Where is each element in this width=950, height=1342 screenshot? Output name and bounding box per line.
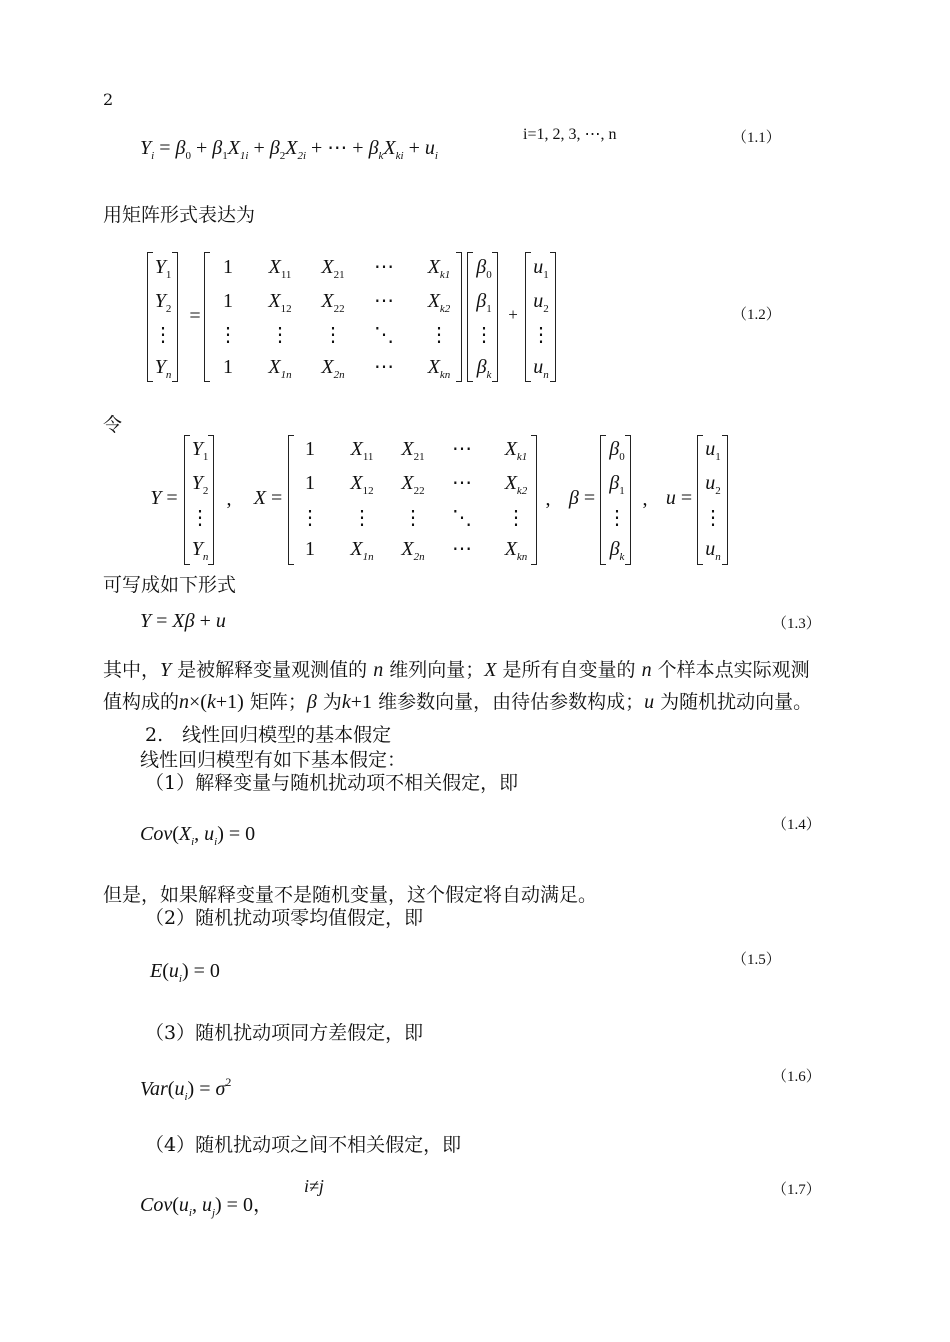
write-as-text: 可写成如下形式: [103, 574, 237, 596]
explanation-line-2: 值构成的n×(k+1) 矩阵；β 为k+1 维参数向量，由待估参数构成；u 为随机扰动向量。: [103, 691, 813, 713]
equation-label-1-1: （1.1）: [732, 130, 781, 146]
equation-1-7: $Cov(u_i$, $u_j) = 0$，: [140, 1194, 273, 1219]
assumption-2: （2）随机扰动项零均值假定，即: [145, 907, 424, 929]
assumption-1-note: 但是，如果解释变量不是随机变量，这个假定将自动满足。: [103, 884, 598, 906]
bracket-left: [288, 435, 294, 565]
equation-1-7-condition: i≠j: [304, 1176, 324, 1196]
assumption-4: （4）随机扰动项之间不相关假定，即: [145, 1134, 462, 1156]
bracket-right: [550, 252, 556, 382]
bracket-right: [625, 435, 631, 565]
section-intro: 线性回归模型有如下基本假定：: [140, 749, 407, 771]
equation-label-1-7: （1.7）: [772, 1182, 821, 1198]
equation-label-1-5: （1.5）: [732, 952, 781, 968]
equation-label-1-4: （1.4）: [772, 817, 821, 833]
let-label: 令: [103, 414, 123, 436]
equation-1-3: Y = Xβ + u: [140, 610, 226, 632]
bracket-right: [531, 435, 537, 565]
equation-1-1: $Y_i = \beta_0 + \beta_1X_{1i} + \beta_2X_{2i}$ + ⋯ + $\beta_kX_{ki} + u_i$: [140, 137, 438, 162]
bracket-right: [208, 435, 214, 565]
bracket-right: [722, 435, 728, 565]
assumption-3: （3）随机扰动项同方差假定，即: [145, 1022, 424, 1044]
equation-label-1-6: （1.6）: [772, 1069, 821, 1085]
equation-1-5: $E(u_i) = 0$: [150, 960, 220, 985]
equation-label-1-2: （1.2）: [732, 307, 781, 323]
section-heading: 2. 线性回归模型的基本假定: [145, 724, 392, 746]
matrix-intro-text: 用矩阵形式表达为: [103, 204, 256, 226]
bracket-right: [456, 252, 462, 382]
bracket-right: [172, 252, 178, 382]
equation-1-1-range: i=1, 2, 3, ⋯, n: [523, 126, 617, 143]
bracket-left: [204, 252, 210, 382]
equation-1-6: $Var(u_i) = \sigma^2$: [140, 1075, 232, 1103]
explanation-line-1: 其中，Y 是被解释变量观测值的 n 维列向量；X 是所有自变量的 n 个样本点实际观测: [103, 659, 810, 681]
page-number: 2: [103, 90, 114, 109]
assumption-1: （1）解释变量与随机扰动项不相关假定，即: [145, 772, 519, 794]
bracket-right: [492, 252, 498, 382]
equation-label-1-3: （1.3）: [772, 616, 821, 632]
equation-1-4: $Cov(X_i$, $u_i) = 0$: [140, 823, 256, 848]
